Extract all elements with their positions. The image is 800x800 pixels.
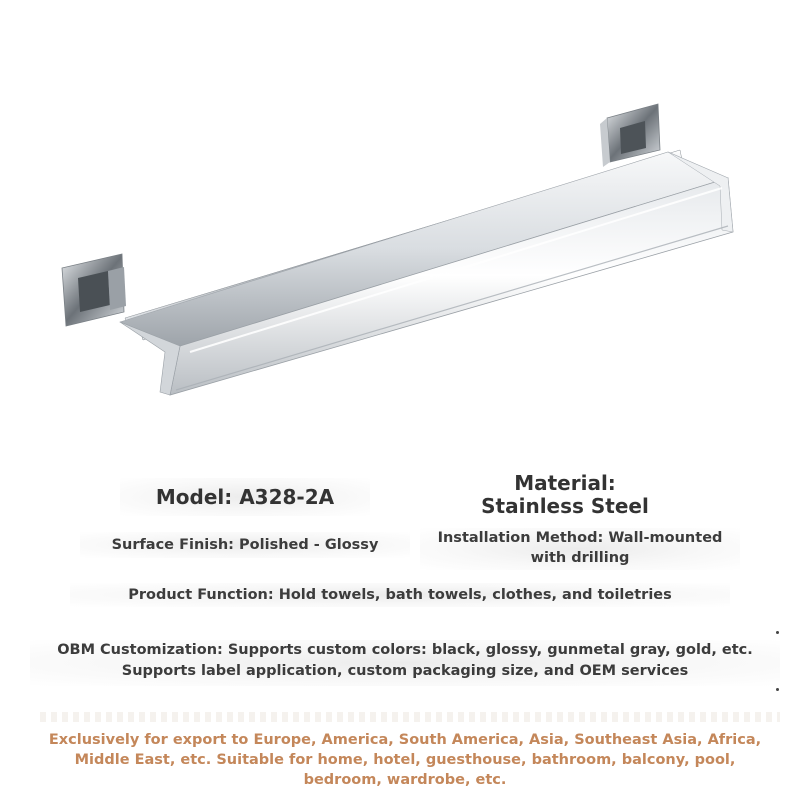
export-line-1: Exclusively for export to Europe, America, South America, Asia, Southeast Asia, Africa, [48, 732, 762, 748]
installation-line-1: Installation Method: Wall-mounted [437, 530, 723, 546]
surface-finish: Surface Finish: Polished - Glossy [80, 532, 410, 558]
obm-line-1: OBM Customization: Supports custom colors: black, glossy, gunmetal gray, gold, etc. [57, 642, 753, 658]
material-label [455, 472, 675, 522]
model-number: Model: A328-2A [120, 478, 370, 516]
obm-customization [30, 640, 780, 686]
edge-mark [776, 631, 779, 634]
export-line-3: bedroom, wardrobe, etc. [303, 772, 507, 788]
export-markets [30, 730, 780, 792]
product-function: Product Function: Hold towels, bath towels, clothes, and toiletries [70, 583, 730, 607]
edge-mark [776, 688, 779, 691]
faint-text-strip [40, 712, 780, 722]
export-line-2: Middle East, etc. Suitable for home, hotel, guesthouse, bathroom, balcony, pool, [74, 752, 736, 768]
obm-line-2: Supports label application, custom packaging size, and OEM services [121, 663, 689, 679]
left-wall-mount [62, 254, 126, 326]
material-heading: Material: [514, 471, 616, 495]
material-value: Stainless Steel [481, 494, 649, 518]
installation-line-2: with drilling [530, 550, 630, 566]
installation-method [420, 528, 740, 570]
